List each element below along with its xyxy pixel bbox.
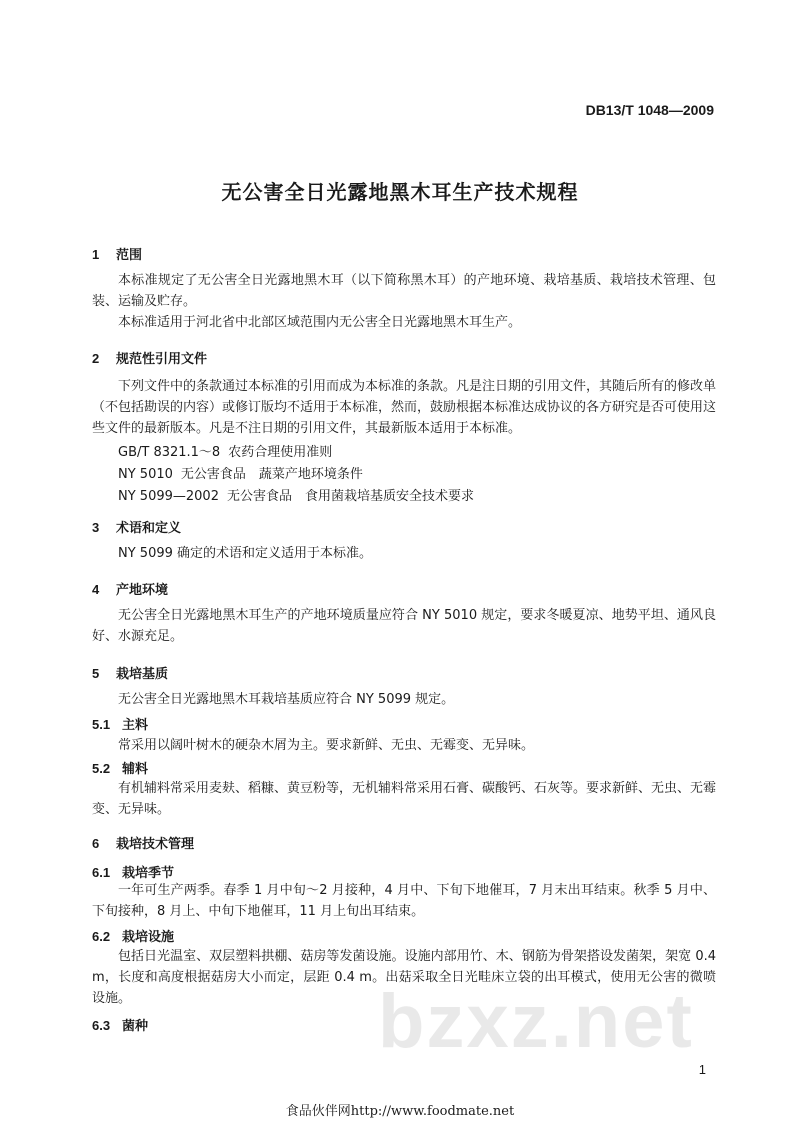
reference-code: NY 5010 (118, 467, 173, 482)
section-2-paragraph-1: 下列文件中的条款通过本标准的引用而成为本标准的条款。凡是注日期的引用文件，其随后所有的修改单（不包括勘误的内容）或修订版均不适用于本标准，然而，鼓励根据本标准达成协议的各方研究是否可使用这些文件的最新版本。凡是不注日期的引用文件，其最新版本适用于本标准。 (92, 379, 717, 436)
section-6-heading (92, 833, 194, 852)
subsection-6-1-paragraph: 一年可生产两季。春季 1 月中旬～2 月接种，4 月中、下旬下地催耳，7 月末出耳结束。秋季 5 月中、下旬接种，8 月上、中旬下地催耳，11 月上旬出耳结束。 (92, 883, 716, 919)
reference-item (118, 463, 371, 482)
reference-name: 无公害食品 食用菌栽培基质安全技术要求 (226, 489, 474, 504)
section-3-heading (92, 517, 181, 536)
section-2-heading (92, 348, 207, 367)
section-number: 3 (92, 520, 100, 535)
footer-source: 食品伙伴网http://www.foodmate.net (285, 1104, 515, 1119)
page-number: 1 (698, 1062, 706, 1077)
subsection-5-2-heading (92, 758, 148, 777)
section-title: 栽培技术管理 (116, 837, 195, 852)
reference-item (118, 441, 340, 460)
subsection-6-2-heading (92, 926, 174, 945)
section-title: 范围 (116, 248, 143, 263)
section-title: 规范性引用文件 (116, 352, 208, 367)
document-title: 无公害全日光露地黑木耳生产技术规程 (221, 180, 579, 204)
section-number: 4 (92, 582, 100, 597)
section-number: 6 (92, 836, 100, 851)
subsection-title: 辅料 (122, 762, 149, 777)
reference-name: 无公害食品 蔬菜产地环境条件 (180, 467, 363, 482)
section-number: 5 (92, 666, 100, 681)
reference-item (118, 485, 482, 504)
subsection-5-1-paragraph: 常采用以阔叶树木的硬杂木屑为主。要求新鲜、无虫、无霉变、无异味。 (118, 738, 535, 753)
subsection-title: 栽培季节 (122, 866, 175, 881)
subsection-title: 栽培设施 (122, 930, 175, 945)
subsection-number: 5.1 (92, 717, 111, 732)
subsection-number: 6.3 (92, 1018, 111, 1033)
subsection-6-3-heading (92, 1015, 148, 1034)
subsection-5-2-paragraph: 有机辅料常采用麦麸、稻糠、黄豆粉等，无机辅料常采用石膏、碳酸钙、石灰等。要求新鲜、无虫、无霉变、无异味。 (92, 781, 717, 817)
section-4-paragraph-1: 无公害全日光露地黑木耳生产的产地环境质量应符合 NY 5010 规定，要求冬暖夏凉、地势平坦、通风良好、水源充足。 (92, 608, 716, 644)
subsection-number: 6.2 (92, 929, 111, 944)
section-5-paragraph-1: 无公害全日光露地黑木耳栽培基质应符合 NY 5099 规定。 (118, 692, 455, 707)
subsection-title: 主料 (122, 718, 149, 733)
subsection-title: 菌种 (122, 1019, 149, 1034)
subsection-6-1-heading (92, 862, 174, 881)
section-title: 术语和定义 (116, 521, 182, 536)
section-title: 栽培基质 (116, 667, 169, 682)
reference-code: GB/T 8321.1～8 (118, 445, 221, 460)
section-1-heading (92, 244, 142, 263)
section-1-paragraph-2: 本标准适用于河北省中北部区域范围内无公害全日光露地黑木耳生产。 (118, 315, 522, 330)
subsection-number: 6.1 (92, 865, 111, 880)
subsection-5-1-heading (92, 714, 148, 733)
subsection-number: 5.2 (92, 761, 111, 776)
reference-code: NY 5099—2002 (118, 489, 219, 504)
section-3-paragraph-1: NY 5099 确定的术语和定义适用于本标准。 (118, 546, 373, 561)
section-number: 2 (92, 351, 100, 366)
watermark: bzxz.net (378, 979, 694, 1064)
subsection-6-2-paragraph: 包括日光温室、双层塑料拱棚、菇房等发菌设施。设施内部用竹、木、钢筋为骨架搭设发菌架，架宽 0.4 m，长度和高度根据菇房大小而定，层距 0.4 m。出菇采取全日光畦床立袋的出耳模式，使用无公害的微喷设施。 (92, 949, 716, 1006)
section-title: 产地环境 (116, 583, 169, 598)
section-number: 1 (92, 247, 100, 262)
document-number: DB13/T 1048—2009 (585, 102, 714, 118)
section-4-heading (92, 579, 168, 598)
reference-name: 农药合理使用准则 (228, 445, 333, 460)
section-5-heading (92, 663, 168, 682)
section-1-paragraph-1: 本标准规定了无公害全日光露地黑木耳（以下简称黑木耳）的产地环境、栽培基质、栽培技术管理、包装、运输及贮存。 (92, 273, 716, 309)
